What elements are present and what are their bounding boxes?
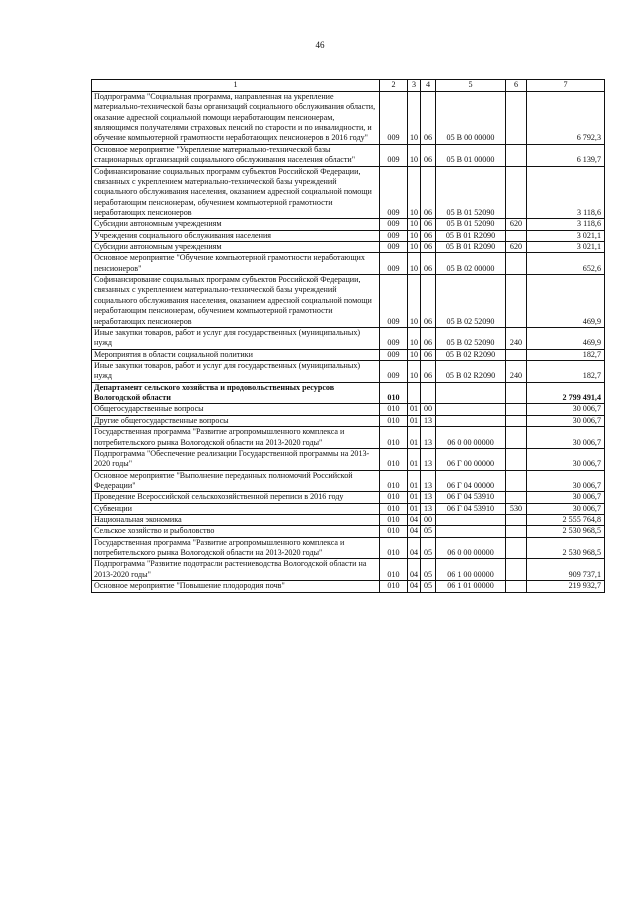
section-code-cell: 01 <box>408 448 421 470</box>
expense-type-cell <box>506 448 527 470</box>
table-row <box>92 230 605 241</box>
amount-cell: 2 530 968,5 <box>527 526 605 537</box>
expense-type-cell <box>506 349 527 360</box>
table-row <box>92 360 605 382</box>
ministry-code-cell: 009 <box>380 360 408 382</box>
subsection-code-cell: 13 <box>421 492 436 503</box>
target-article-cell: 06 0 00 00000 <box>436 537 506 559</box>
table-row <box>92 503 605 514</box>
amount-cell: 652,6 <box>527 253 605 275</box>
ministry-code-cell: 010 <box>380 537 408 559</box>
target-article-cell <box>436 404 506 415</box>
target-article-cell: 05 В 01 R2090 <box>436 230 506 241</box>
subsection-code-cell: 06 <box>421 327 436 349</box>
target-article-cell <box>436 415 506 426</box>
expense-type-cell: 620 <box>506 242 527 253</box>
ministry-code-cell: 009 <box>380 92 408 145</box>
header-row <box>92 80 605 92</box>
subsection-code-cell: 05 <box>421 526 436 537</box>
expense-type-cell <box>506 515 527 526</box>
item-name-cell: Подпрограмма "Обеспечение реализации Государственной программы на 2013-2020 годы" <box>92 448 380 470</box>
ministry-code-cell: 010 <box>380 492 408 503</box>
table-row <box>92 327 605 349</box>
target-article-cell: 06 0 00 00000 <box>436 427 506 449</box>
target-article-cell: 06 1 00 00000 <box>436 559 506 581</box>
ministry-code-cell: 009 <box>380 253 408 275</box>
table-row <box>92 581 605 592</box>
table-row <box>92 382 605 404</box>
table-row <box>92 415 605 426</box>
table-row <box>92 537 605 559</box>
target-article-cell: 05 В 01 R2090 <box>436 242 506 253</box>
table-row <box>92 427 605 449</box>
section-code-cell: 01 <box>408 427 421 449</box>
section-code-cell: 10 <box>408 360 421 382</box>
amount-cell: 6 792,3 <box>527 92 605 145</box>
ministry-code-cell: 009 <box>380 327 408 349</box>
table-row <box>92 448 605 470</box>
section-code-cell: 10 <box>408 275 421 328</box>
item-name-cell: Национальная экономика <box>92 515 380 526</box>
amount-cell: 2 530 968,5 <box>527 537 605 559</box>
amount-cell: 2 799 491,4 <box>527 382 605 404</box>
subsection-code-cell: 13 <box>421 415 436 426</box>
header-cell: 1 <box>92 80 380 92</box>
expense-type-cell <box>506 230 527 241</box>
table-row <box>92 349 605 360</box>
ministry-code-cell: 009 <box>380 242 408 253</box>
subsection-code-cell: 05 <box>421 581 436 592</box>
target-article-cell: 05 В 02 00000 <box>436 253 506 275</box>
expense-type-cell <box>506 470 527 492</box>
amount-cell: 909 737,1 <box>527 559 605 581</box>
subsection-code-cell: 06 <box>421 166 436 219</box>
header-cell: 6 <box>506 80 527 92</box>
subsection-code-cell: 00 <box>421 404 436 415</box>
ministry-code-cell: 009 <box>380 144 408 166</box>
target-article-cell: 06 1 01 00000 <box>436 581 506 592</box>
item-name-cell: Субсидии автономным учреждениям <box>92 242 380 253</box>
item-name-cell: Мероприятия в области социальной политики <box>92 349 380 360</box>
expense-type-cell <box>506 144 527 166</box>
subsection-code-cell: 13 <box>421 503 436 514</box>
table-row <box>92 92 605 145</box>
subsection-code-cell: 05 <box>421 559 436 581</box>
section-code-cell: 10 <box>408 230 421 241</box>
target-article-cell: 05 В 00 00000 <box>436 92 506 145</box>
expense-type-cell <box>506 92 527 145</box>
expense-type-cell <box>506 427 527 449</box>
item-name-cell: Субвенции <box>92 503 380 514</box>
target-article-cell: 05 В 02 R2090 <box>436 360 506 382</box>
ministry-code-cell: 010 <box>380 470 408 492</box>
ministry-code-cell: 009 <box>380 349 408 360</box>
table-row <box>92 144 605 166</box>
target-article-cell: 06 Г 04 53910 <box>436 492 506 503</box>
item-name-cell: Департамент сельского хозяйства и продовольственных ресурсов Вологодской области <box>92 382 380 404</box>
target-article-cell: 05 В 01 52090 <box>436 166 506 219</box>
amount-cell: 30 006,7 <box>527 448 605 470</box>
amount-cell: 469,9 <box>527 275 605 328</box>
table-row <box>92 253 605 275</box>
table-row <box>92 275 605 328</box>
table-body <box>92 92 605 593</box>
expense-type-cell <box>506 559 527 581</box>
expense-type-cell: 620 <box>506 219 527 230</box>
item-name-cell: Иные закупки товаров, работ и услуг для государственных (муниципальных) нужд <box>92 327 380 349</box>
table-row <box>92 219 605 230</box>
table-row <box>92 559 605 581</box>
table-row <box>92 470 605 492</box>
subsection-code-cell: 06 <box>421 230 436 241</box>
subsection-code-cell <box>421 382 436 404</box>
section-code-cell: 04 <box>408 515 421 526</box>
ministry-code-cell: 009 <box>380 275 408 328</box>
section-code-cell: 10 <box>408 92 421 145</box>
ministry-code-cell: 010 <box>380 415 408 426</box>
item-name-cell: Основное мероприятие "Повышение плодородия почв" <box>92 581 380 592</box>
ministry-code-cell: 010 <box>380 515 408 526</box>
ministry-code-cell: 010 <box>380 404 408 415</box>
section-code-cell: 10 <box>408 219 421 230</box>
ministry-code-cell: 010 <box>380 559 408 581</box>
target-article-cell <box>436 515 506 526</box>
ministry-code-cell: 009 <box>380 219 408 230</box>
ministry-code-cell: 010 <box>380 448 408 470</box>
table-row <box>92 526 605 537</box>
amount-cell: 3 118,6 <box>527 219 605 230</box>
amount-cell: 182,7 <box>527 349 605 360</box>
expense-type-cell <box>506 526 527 537</box>
section-code-cell: 10 <box>408 242 421 253</box>
item-name-cell: Проведение Всероссийской сельскохозяйственной переписи в 2016 году <box>92 492 380 503</box>
ministry-code-cell: 010 <box>380 581 408 592</box>
target-article-cell: 05 В 02 R2090 <box>436 349 506 360</box>
table-row <box>92 242 605 253</box>
subsection-code-cell: 13 <box>421 448 436 470</box>
header-cell: 2 <box>380 80 408 92</box>
section-code-cell: 01 <box>408 415 421 426</box>
ministry-code-cell: 010 <box>380 526 408 537</box>
page-number: 46 <box>315 40 325 50</box>
subsection-code-cell: 06 <box>421 92 436 145</box>
target-article-cell: 05 В 01 52090 <box>436 219 506 230</box>
target-article-cell: 05 В 02 52090 <box>436 327 506 349</box>
section-code-cell: 01 <box>408 470 421 492</box>
item-name-cell: Субсидии автономным учреждениям <box>92 219 380 230</box>
amount-cell: 30 006,7 <box>527 492 605 503</box>
item-name-cell: Софинансирование социальных программ субъектов Российской Федерации, связанных с укреплением материально-технической базы учреждений социального обслуживания населения, оказанием адресной социальной помощи неработающим пенсионерам, обучением компьютерной грамотности неработающих пенсионеров <box>92 275 380 328</box>
expense-type-cell <box>506 537 527 559</box>
item-name-cell: Подпрограмма "Развитие подотрасли растениеводства Вологодской области на 2013-2020 годы" <box>92 559 380 581</box>
ministry-code-cell: 009 <box>380 230 408 241</box>
item-name-cell: Государственная программа "Развитие агропромышленного комплекса и потребительского рынка Вологодской области на 2013-2020 годы" <box>92 427 380 449</box>
item-name-cell: Основное мероприятие "Обучение компьютерной грамотности неработающих пенсионеров" <box>92 253 380 275</box>
ministry-code-cell: 010 <box>380 382 408 404</box>
target-article-cell: 05 В 02 52090 <box>436 275 506 328</box>
amount-cell: 30 006,7 <box>527 415 605 426</box>
section-code-cell <box>408 382 421 404</box>
expense-type-cell: 530 <box>506 503 527 514</box>
amount-cell: 30 006,7 <box>527 470 605 492</box>
subsection-code-cell: 05 <box>421 537 436 559</box>
expense-type-cell: 240 <box>506 360 527 382</box>
target-article-cell <box>436 382 506 404</box>
item-name-cell: Общегосударственные вопросы <box>92 404 380 415</box>
item-name-cell: Сельское хозяйство и рыболовство <box>92 526 380 537</box>
expense-type-cell <box>506 382 527 404</box>
amount-cell: 3 118,6 <box>527 166 605 219</box>
amount-cell: 3 021,1 <box>527 242 605 253</box>
header-cell: 7 <box>527 80 605 92</box>
item-name-cell: Софинансирование социальных программ субъектов Российской Федерации, связанных с укреплением материально-технической базы учреждений социального обслуживания населения, оказанием адресной социальной помощи неработающим пенсионерам, обучением компьютерной грамотности неработающих пенсионеров <box>92 166 380 219</box>
section-code-cell: 04 <box>408 559 421 581</box>
header-cell: 4 <box>421 80 436 92</box>
amount-cell: 6 139,7 <box>527 144 605 166</box>
section-code-cell: 10 <box>408 253 421 275</box>
expense-type-cell <box>506 492 527 503</box>
header-cell: 3 <box>408 80 421 92</box>
target-article-cell: 05 В 01 00000 <box>436 144 506 166</box>
amount-cell: 30 006,7 <box>527 503 605 514</box>
table-row <box>92 166 605 219</box>
target-article-cell: 06 Г 04 53910 <box>436 503 506 514</box>
amount-cell: 2 555 764,8 <box>527 515 605 526</box>
expense-type-cell <box>506 404 527 415</box>
expense-type-cell <box>506 581 527 592</box>
section-code-cell: 10 <box>408 349 421 360</box>
subsection-code-cell: 06 <box>421 275 436 328</box>
amount-cell: 30 006,7 <box>527 427 605 449</box>
expense-type-cell: 240 <box>506 327 527 349</box>
item-name-cell: Подпрограмма "Социальная программа, направленная на укрепление материально-технической базы организаций социального обслуживания области, оказание адресной социальной помощи неработающим пенсионерам, являющимся получателями страховых пенсий по старости и по инвалидности, и обучение компьютерной грамотности неработающих пенсионеров в 2016 году" <box>92 92 380 145</box>
table-row <box>92 404 605 415</box>
item-name-cell: Основное мероприятие "Укрепление материально-технической базы стационарных организаций социального обслуживания населения области" <box>92 144 380 166</box>
subsection-code-cell: 06 <box>421 349 436 360</box>
subsection-code-cell: 06 <box>421 253 436 275</box>
item-name-cell: Иные закупки товаров, работ и услуг для государственных (муниципальных) нужд <box>92 360 380 382</box>
item-name-cell: Учреждения социального обслуживания населения <box>92 230 380 241</box>
amount-cell: 182,7 <box>527 360 605 382</box>
ministry-code-cell: 009 <box>380 166 408 219</box>
subsection-code-cell: 13 <box>421 427 436 449</box>
ministry-code-cell: 010 <box>380 503 408 514</box>
section-code-cell: 04 <box>408 537 421 559</box>
section-code-cell: 10 <box>408 327 421 349</box>
expense-type-cell <box>506 166 527 219</box>
budget-table <box>91 79 605 593</box>
expense-type-cell <box>506 253 527 275</box>
amount-cell: 3 021,1 <box>527 230 605 241</box>
table-row <box>92 515 605 526</box>
target-article-cell <box>436 526 506 537</box>
header-cell: 5 <box>436 80 506 92</box>
target-article-cell: 06 Г 04 00000 <box>436 470 506 492</box>
item-name-cell: Другие общегосударственные вопросы <box>92 415 380 426</box>
amount-cell: 469,9 <box>527 327 605 349</box>
section-code-cell: 01 <box>408 404 421 415</box>
subsection-code-cell: 00 <box>421 515 436 526</box>
section-code-cell: 10 <box>408 144 421 166</box>
amount-cell: 30 006,7 <box>527 404 605 415</box>
section-code-cell: 10 <box>408 166 421 219</box>
expense-type-cell <box>506 275 527 328</box>
section-code-cell: 01 <box>408 492 421 503</box>
subsection-code-cell: 06 <box>421 242 436 253</box>
section-code-cell: 04 <box>408 581 421 592</box>
ministry-code-cell: 010 <box>380 427 408 449</box>
subsection-code-cell: 06 <box>421 360 436 382</box>
expense-type-cell <box>506 415 527 426</box>
section-code-cell: 04 <box>408 526 421 537</box>
subsection-code-cell: 13 <box>421 470 436 492</box>
subsection-code-cell: 06 <box>421 144 436 166</box>
section-code-cell: 01 <box>408 503 421 514</box>
item-name-cell: Государственная программа "Развитие агропромышленного комплекса и потребительского рынка Вологодской области на 2013-2020 годы" <box>92 537 380 559</box>
table-row <box>92 492 605 503</box>
subsection-code-cell: 06 <box>421 219 436 230</box>
target-article-cell: 06 Г 00 00000 <box>436 448 506 470</box>
item-name-cell: Основное мероприятие "Выполнение переданных полномочий Российской Федерации" <box>92 470 380 492</box>
amount-cell: 219 932,7 <box>527 581 605 592</box>
